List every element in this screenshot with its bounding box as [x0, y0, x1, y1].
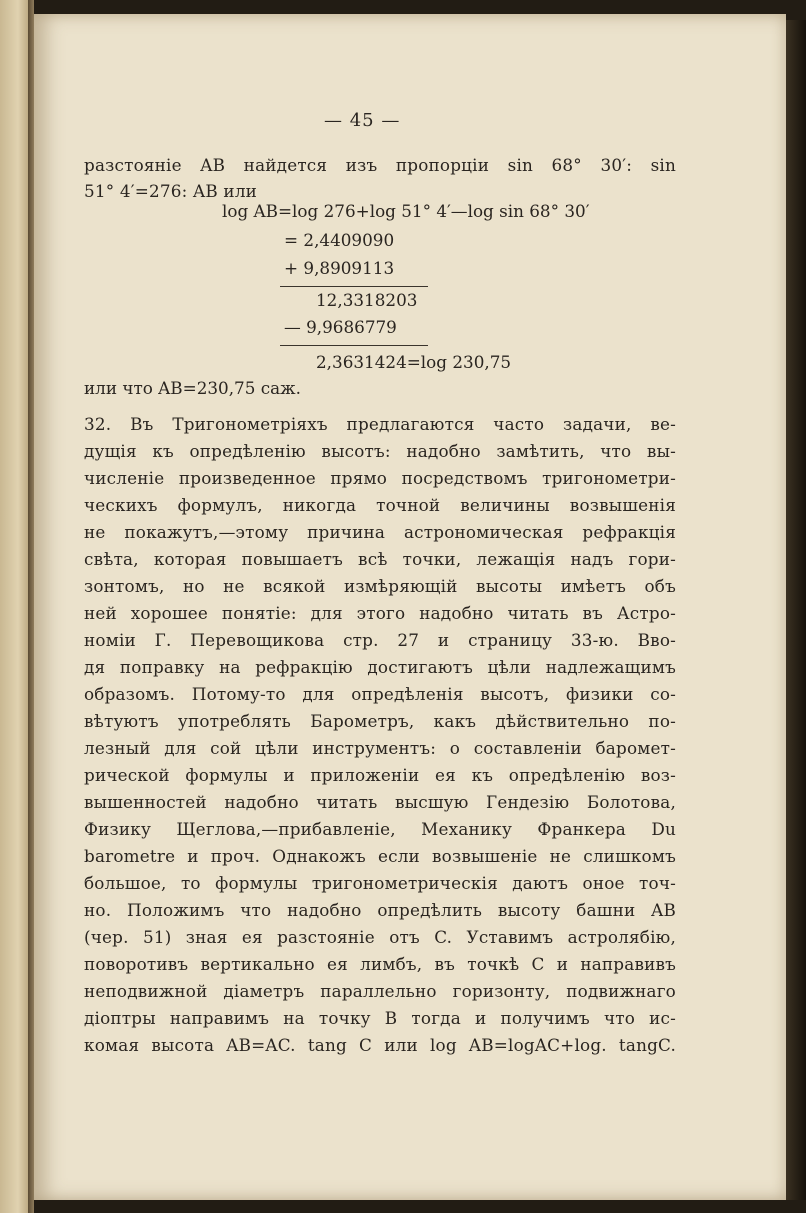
paragraph-line: лезный для сой цѣли инструментъ: о составленіи баромет-: [84, 738, 676, 758]
sum-rule: [280, 286, 428, 287]
paragraph-line: дя поправку на рефракцію достигаютъ цѣли надлежащимъ: [84, 657, 676, 677]
formula-line: 12,3318203: [316, 290, 418, 310]
paragraph-line: образомъ. Потому-то для опредѣленія высотъ, физики со-: [84, 684, 676, 704]
facing-page-edge: [0, 0, 30, 1213]
paragraph-line: ней хорошее понятіе: для этого надобно читать въ Астро-: [84, 603, 676, 623]
paragraph-line: зонтомъ, но не всякой измѣряющій высоты имѣетъ объ: [84, 576, 676, 596]
formula-line: + 9,8909113: [284, 258, 395, 278]
paragraph-line: комая высота AB=AC. tang C или log AB=logAC+log. tangC.: [84, 1035, 676, 1055]
conclusion-line: или что AB=230,75 саж.: [84, 378, 301, 398]
formula-line: log AB=log 276+log 51° 4′—log sin 68° 30′: [222, 201, 590, 221]
paragraph-line: діоптры направимъ на точку B тогда и получимъ что ис-: [84, 1008, 676, 1028]
page-edge-shadow: [786, 20, 806, 1200]
book-page: [34, 14, 786, 1200]
paragraph-line: рической формулы и приложеніи ея къ опредѣленію воз-: [84, 765, 676, 785]
formula-line: — 9,9686779: [284, 317, 397, 337]
formula-line: = 2,4409090: [284, 230, 395, 250]
paragraph-line: 32. Въ Тригонометріяхъ предлагаются часто задачи, ве-: [84, 414, 676, 434]
paragraph-line: (чер. 51) зная ея разстояніе отъ C. Уставимъ астролябію,: [84, 927, 676, 947]
paragraph-line: численіе произведенное прямо посредствомъ тригонометри-: [84, 468, 676, 488]
paragraph-line: не покажутъ,—этому причина астрономическая рефракція: [84, 522, 676, 542]
paragraph-line: Физику Щеглова,—прибавленіе, Механику Франкера Du: [84, 819, 676, 839]
intro-line: 51° 4′=276: AB или: [84, 181, 258, 201]
page-number: — 45 —: [324, 110, 401, 131]
formula-line: 2,3631424=log 230,75: [316, 352, 512, 372]
paragraph-line: ческихъ формулъ, никогда точной величины возвышенія: [84, 495, 676, 515]
paragraph-line: поворотивъ вертикально ея лимбъ, въ точкѣ C и направивъ: [84, 954, 676, 974]
paragraph-line: barometre и проч. Однакожъ если возвышеніе не слишкомъ: [84, 846, 676, 866]
paragraph-line: вышенностей надобно читать высшую Гендезію Болотова,: [84, 792, 676, 812]
paragraph-line: неподвижной діаметръ параллельно горизонту, подвижнаго: [84, 981, 676, 1001]
paragraph-line: номіи Г. Перевощикова стр. 27 и страницу 33-ю. Вво-: [84, 630, 676, 650]
paragraph-line: большое, то формулы тригонометрическія даютъ оное точ-: [84, 873, 676, 893]
paragraph-line: дущія къ опредѣленію высотъ: надобно замѣтить, что вы-: [84, 441, 676, 461]
difference-rule: [280, 345, 428, 346]
paragraph-line: но. Положимъ что надобно опредѣлить высоту башни AB: [84, 900, 676, 920]
paragraph-line: свѣта, которая повышаетъ всѣ точки, лежащія надъ гори-: [84, 549, 676, 569]
intro-line: разстояніе AB найдется изъ пропорціи sin 68° 30′: sin: [84, 155, 676, 175]
paragraph-line: вѣтуютъ употреблять Барометръ, какъ дѣйствительно по-: [84, 711, 676, 731]
